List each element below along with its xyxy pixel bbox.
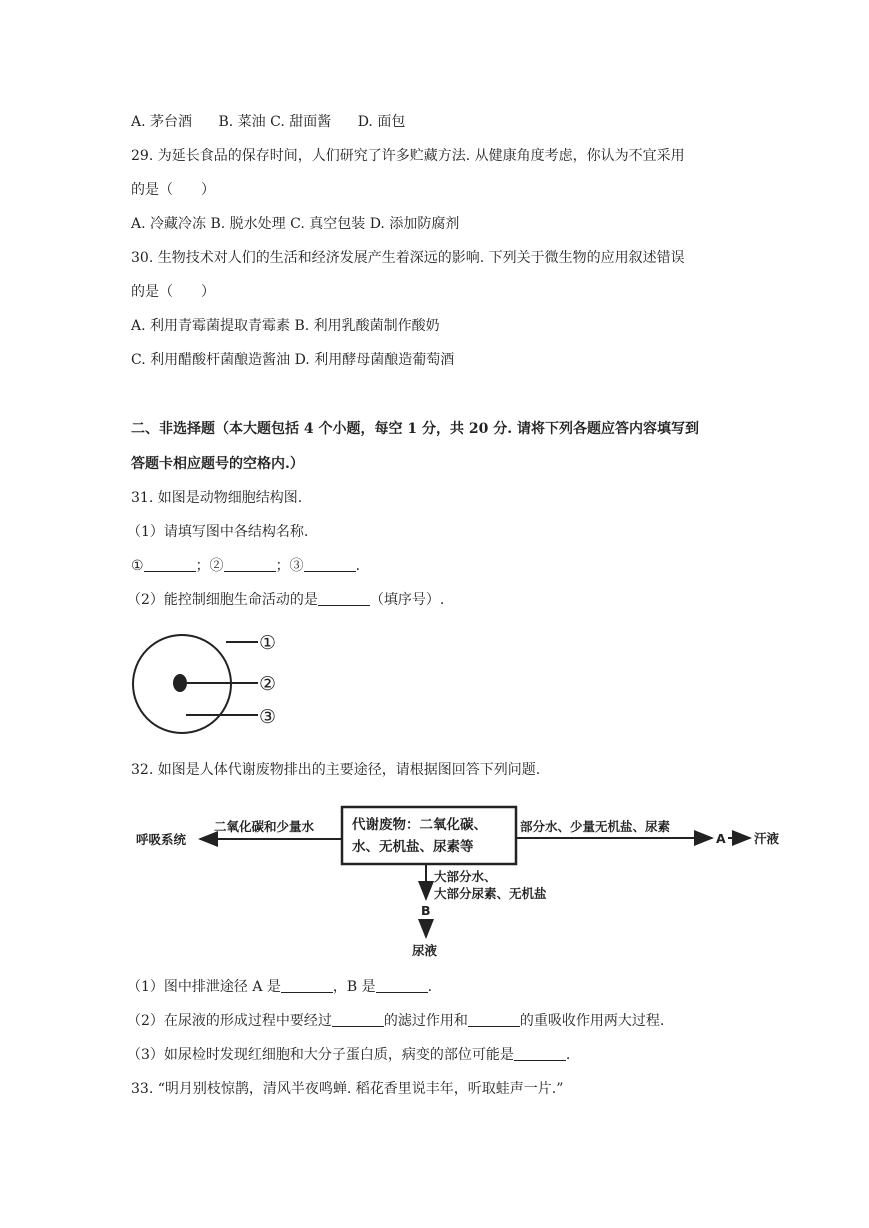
cell-nucleus xyxy=(173,674,187,692)
q32-stem: 32. 如图是人体代谢废物排出的主要途径，请根据图回答下列问题. xyxy=(131,762,541,778)
q28-option-c: C. 甜面酱 xyxy=(270,114,332,130)
q29-options xyxy=(131,214,459,234)
q31-blank-end: . xyxy=(355,558,361,574)
diagram-label-2: ② xyxy=(259,673,277,695)
cell-diagram xyxy=(130,625,290,745)
q30-option-c: C. 利用醋酸杆菌酿造酱油 xyxy=(131,352,291,368)
center-box xyxy=(342,807,516,864)
q32-blank-1[interactable] xyxy=(281,978,333,993)
q31-blank-3[interactable] xyxy=(304,557,356,572)
right-arrow-label: 部分水、少量无机盐、尿素 xyxy=(520,819,671,834)
center-text-line1: 代谢废物：二氧化碳、 xyxy=(352,817,487,833)
q32-blank-3[interactable] xyxy=(332,1012,384,1027)
q31-blank-4[interactable] xyxy=(318,591,370,606)
q32-blank-4[interactable] xyxy=(468,1012,520,1027)
q32-sub1 xyxy=(127,977,432,997)
q32-sub1-post: . xyxy=(427,979,433,995)
q28-options xyxy=(131,112,405,132)
left-arrow-label: 二氧化碳和少量水 xyxy=(214,819,315,834)
down-label-line2: 大部分尿素、无机盐 xyxy=(434,886,547,901)
q31-blank-1[interactable] xyxy=(144,557,196,572)
q32-sub1-mid: ，B 是 xyxy=(332,979,376,995)
q30-option-a: A. 利用青霉菌提取青霉素 xyxy=(131,318,291,334)
q28-option-b: B. 菜油 xyxy=(218,114,266,130)
right-target: 汗液 xyxy=(754,831,780,846)
q30-option-b: B. 利用乳酸菌制作酸奶 xyxy=(294,318,440,334)
q28-option-a: A. 茅台酒 xyxy=(131,114,193,130)
q30-stem-line1: 30. 生物技术对人们的生活和经济发展产生着深远的影响. 下列关于微生物的应用叙述错误 xyxy=(131,250,685,266)
q32-sub2-mid: 的滤过作用和 xyxy=(383,1013,468,1029)
q29-option-c: C. 真空包装 xyxy=(290,216,366,232)
q32-blank-5[interactable] xyxy=(514,1046,566,1061)
q30-stem-line2: 的是（ ） xyxy=(131,284,215,300)
section2-heading-line1: 二、非选择题（本大题包括 4 个小题，每空 1 分，共 20 分. 请将下列各题应答内容填写到 xyxy=(131,421,699,437)
q29-option-d: D. 添加防腐剂 xyxy=(369,216,460,232)
q31-blank-label-3: ；③ xyxy=(275,558,304,574)
q31-sub1: （1）请填写图中各结构名称. xyxy=(127,524,309,540)
section2-heading-line2: 答题卡相应题号的空格内.） xyxy=(131,456,304,472)
q31-sub2-post: （填序号）. xyxy=(369,592,445,608)
q31-blank-2[interactable] xyxy=(224,557,276,572)
q31-sub2 xyxy=(127,590,444,610)
q33-stem: 33. “明月别枝惊鹊，清风半夜鸣蝉. 稻花香里说丰年，听取蛙声一片.” xyxy=(131,1081,564,1097)
q30-option-d: D. 利用酵母菌酿造葡萄酒 xyxy=(294,352,455,368)
down-node-b: B xyxy=(421,903,431,918)
q32-sub3-pre: （3）如尿检时发现红细胞和大分子蛋白质，病变的部位可能是 xyxy=(127,1047,514,1063)
q29-stem-line2: 的是（ ） xyxy=(131,182,215,198)
q29-option-a: A. 冷藏冷冻 xyxy=(131,216,207,232)
q32-sub2-pre: （2）在尿液的形成过程中要经过 xyxy=(127,1013,332,1029)
q31-blank-label-1: ① xyxy=(131,558,144,574)
down-label-line1: 大部分水、 xyxy=(434,869,497,884)
left-target: 呼吸系统 xyxy=(136,832,187,847)
q31-sub2-pre: （2）能控制细胞生命活动的是 xyxy=(127,592,318,608)
q31-blanks xyxy=(131,556,360,576)
q29-option-b: B. 脱水处理 xyxy=(210,216,286,232)
q32-sub2-post: 的重吸收作用两大过程. xyxy=(519,1013,665,1029)
q32-sub2 xyxy=(127,1011,664,1031)
diagram-label-3: ③ xyxy=(259,706,277,728)
down-target: 尿液 xyxy=(412,943,438,958)
excretion-diagram xyxy=(130,795,810,965)
q32-sub1-pre: （1）图中排泄途径 A 是 xyxy=(127,979,281,995)
q30-options-row2 xyxy=(131,350,454,370)
q31-blank-label-2: ；② xyxy=(195,558,224,574)
center-text-line2: 水、无机盐、尿素等 xyxy=(352,839,474,855)
q31-stem: 31. 如图是动物细胞结构图. xyxy=(131,490,303,506)
q28-option-d: D. 面包 xyxy=(357,114,406,130)
q30-options-row1 xyxy=(131,316,440,336)
q32-sub3-post: . xyxy=(565,1047,571,1063)
q29-stem-line1: 29. 为延长食品的保存时间，人们研究了许多贮藏方法. 从健康角度考虑，你认为不宜采用 xyxy=(131,148,685,164)
diagram-label-1: ① xyxy=(259,632,277,654)
q32-blank-2[interactable] xyxy=(376,978,428,993)
right-node-a: A xyxy=(716,831,726,846)
q32-sub3 xyxy=(127,1045,570,1065)
